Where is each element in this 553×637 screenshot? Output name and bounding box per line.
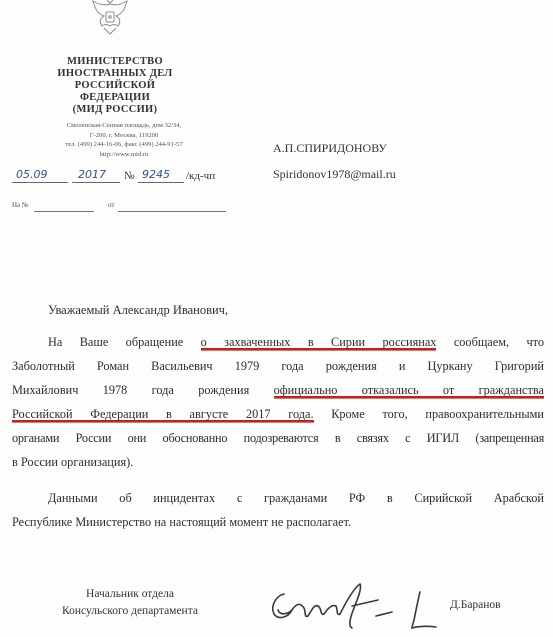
addressee-name: А.П.СПИРИДОНОВУ [273, 141, 387, 155]
address-line: http://www.mid.ru [99, 150, 149, 158]
ministry-line: ИНОСТРАННЫХ ДЕЛ [57, 68, 173, 79]
body-line [12, 402, 544, 426]
ministry-name [40, 56, 190, 116]
signatory-position [40, 586, 220, 620]
reference-label: На № [12, 201, 29, 209]
address-line: Смоленская-Сенная площадь, дом 32/34, [66, 122, 182, 129]
address-line: Г-200, г. Москва, 119200 [89, 131, 159, 139]
reference-number-rule [34, 203, 94, 212]
address-line: тел. (499) 244-16-06, факс (499) 244-91-57 [65, 141, 183, 149]
registration-date: 05.09 [16, 168, 48, 181]
registration-number: 9245 [142, 168, 170, 181]
text-span: На Ваше обращение [48, 335, 201, 349]
addressee [273, 135, 396, 187]
signer-name: Д.Баранов [450, 599, 501, 611]
addressee-email: Spiridonov1978@mail.ru [273, 167, 396, 181]
body-line: органами России они обоснованно подозреваются в связях с ИГИЛ (запрещенная [12, 431, 544, 445]
highlighted-phrase: о захваченных в Сирии россиянах [200, 335, 437, 349]
handwritten-signature [262, 580, 452, 636]
ministry-address [18, 121, 230, 159]
highlighted-phrase: Российской Федерации в августе 2017 года. [12, 407, 314, 421]
body-line: Данными об инцидентах с гражданами РФ в Сирийской Арабской [48, 491, 544, 505]
body-line [12, 330, 544, 354]
position-line: Начальник отдела [86, 588, 174, 600]
body-line: Заболотный Роман Васильевич 1979 года рождения и Цуркану Григорий [12, 359, 544, 373]
number-mark: № [124, 170, 135, 182]
body-line [12, 378, 544, 402]
letter-body [12, 330, 544, 534]
reference-date-rule [118, 203, 226, 212]
position-line: Консульского департамента [62, 605, 198, 617]
body-line: в России организация). [12, 455, 134, 469]
ministry-line: (МИД РОССИИ) [72, 104, 158, 115]
highlighted-phrase: официально отказались от гражданства [273, 383, 544, 397]
registration-line [12, 168, 242, 186]
salutation: Уважаемый Александр Иванович, [48, 303, 229, 317]
text-span: сообщаем, что [436, 335, 544, 349]
reference-from-label: от [108, 201, 115, 209]
ministry-line: МИНИСТЕРСТВО [67, 56, 163, 67]
state-emblem-icon [90, 0, 130, 36]
body-line: Республике Министерство на настоящий момент не располагает. [12, 515, 352, 529]
registration-suffix: /кд-чп [186, 170, 216, 182]
registration-year: 2017 [78, 168, 106, 181]
text-span: Михайлович 1978 года рождения [12, 383, 274, 397]
text-span: Кроме того, правоохранительными [313, 407, 544, 421]
ministry-line: РОССИЙСКОЙ ФЕДЕРАЦИИ [74, 80, 156, 103]
reference-line [12, 201, 242, 215]
